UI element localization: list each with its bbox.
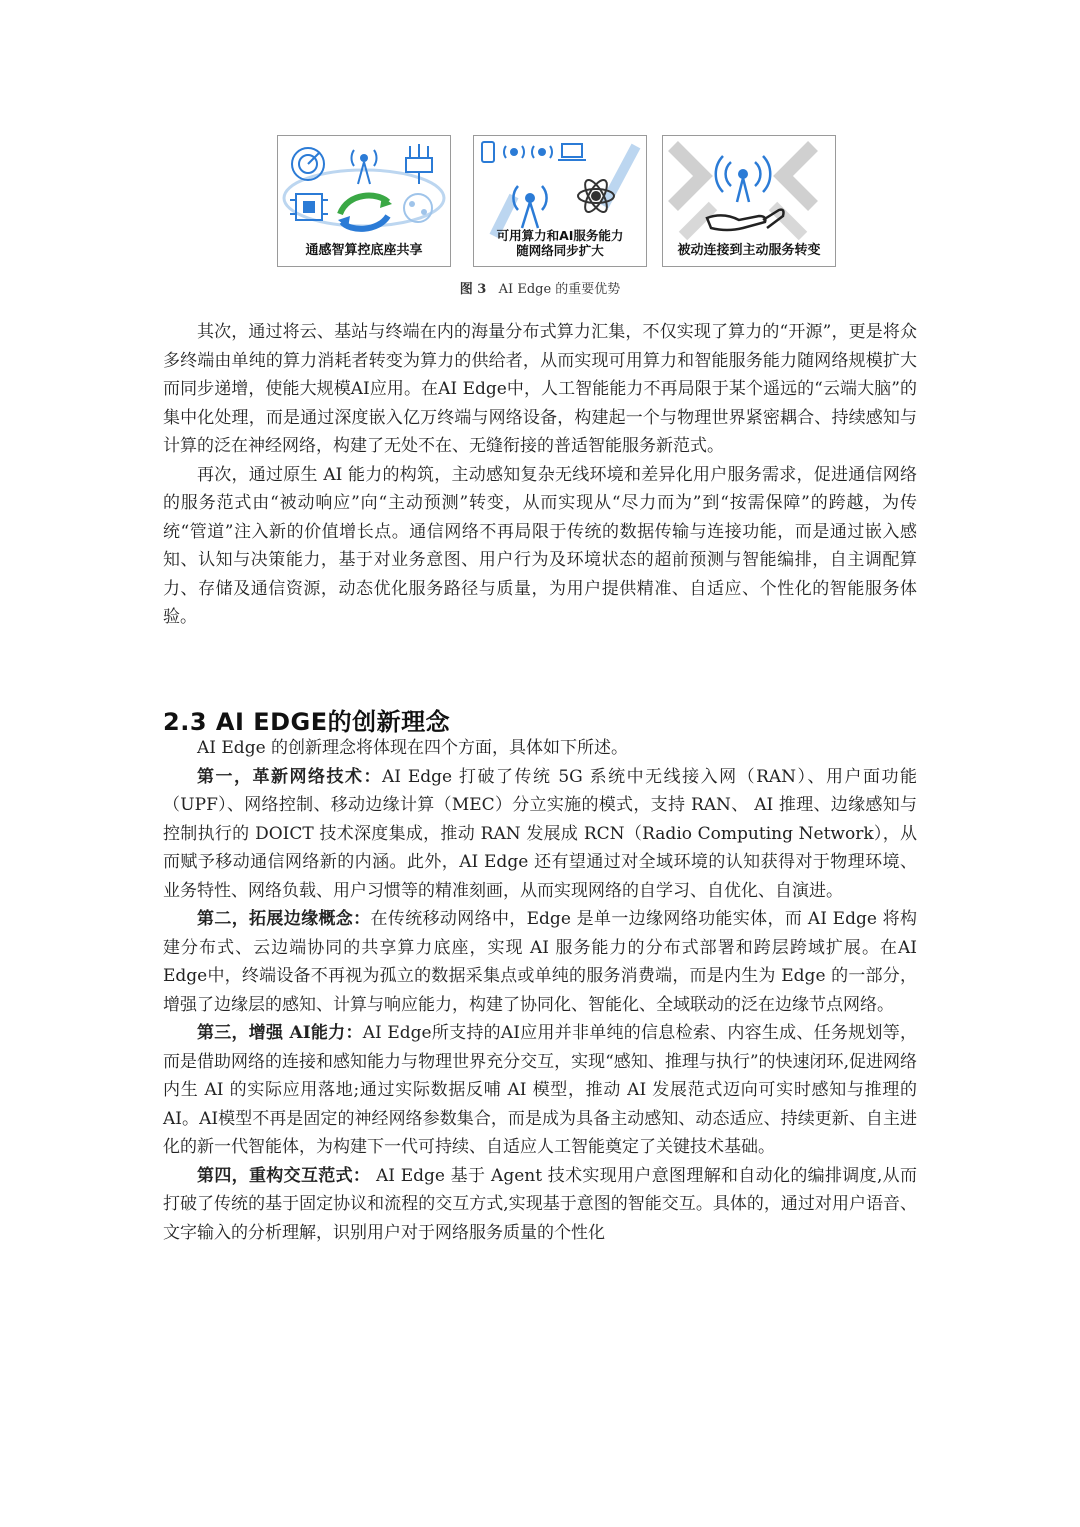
paragraph <box>163 763 917 906</box>
figure-panel-scaling <box>473 135 647 267</box>
panel-label: 通感智算控底座共享 <box>305 243 423 258</box>
panel-label-line2: 随网络同步扩大 <box>516 243 604 258</box>
paragraph <box>163 1162 917 1248</box>
paragraph <box>163 734 917 763</box>
paragraph-lead: 第二，拓展边缘概念： <box>197 909 371 929</box>
paragraph-text: AI Edge 的创新理念将体现在四个方面，具体如下所述。 <box>197 738 629 758</box>
paragraph-text: AI Edge 基于 Agent 技术实现用户意图理解和自动化的编排调度,从而打破了传统的基于固定协议和流程的交互方式,实现基于意图的智能交互。具体的，通过对用户语音、文字输入的分析理解，识别用户对于网络服务质量的个性化 <box>163 1165 917 1243</box>
panel-label: 被动连接到主动服务转变 <box>677 243 821 258</box>
figure-caption <box>0 278 1080 297</box>
paragraph-lead: 第三，增强 AI能力： <box>197 1023 363 1043</box>
paragraph: 其次，通过将云、基站与终端在内的海量分布式算力汇集，不仅实现了算力的“开源”，更是将众多终端由单纯的算力消耗者转变为算力的供给者，从而实现可用算力和智能服务能力随网络规模扩大而同步递增，使能大规模AI应用。在AI Edge中，人工智能能力不再局限于某个遥远的“云端大脑”的集中化处理，而是通过深度嵌入亿万终端与网络设备，构建起一个与物理世界紧密耦合、持续感知与计算的泛在神经网络，构建了无处不在、无缝衔接的普适智能服务新范式。 <box>163 322 917 456</box>
section-heading: 2.3 AI EDGE的创新理念 <box>163 708 451 736</box>
paragraph <box>163 905 917 1019</box>
paragraph-text: AI Edge 打破了传统 5G 系统中无线接入网（RAN）、用户面功能（UPF）、网络控制、移动边缘计算（MEC）分立实施的模式，支持 RAN、 AI 推理、边缘感知与控制执行的 DOICT 技术深度集成，推动 RAN 发展成 RCN（Radio Computing Network），从而赋予移动通信网络新的内涵。此外，AI Edge 还有望通过对全域环境的认知获得对于物理环境、业务特性、网络负载、用户习惯等的精准刻画，从而实现网络的自学习、自优化、自演进。 <box>163 766 917 901</box>
figure-caption-text: AI Edge 的重要优势 <box>498 282 621 297</box>
body-text-top <box>163 318 917 632</box>
panel-label-line1: 可用算力和AI服务能力 <box>496 228 624 243</box>
paragraph-lead: 第一，革新网络技术： <box>197 766 382 787</box>
paragraph-text: 在传统移动网络中，Edge 是单一边缘网络功能实体，而 AI Edge 将构建分布式、云边端协同的共享算力底座，实现 AI 服务能力的分布式部署和跨层跨域扩展。在AI Edge中，终端设备不再视为孤立的数据采集点或单纯的服务消费端，而是内生为 Edge 的一部分，增强了边缘层的感知、计算与响应能力，构建了协同化、智能化、全域联动的泛在边缘节点网络。 <box>163 909 918 1015</box>
figure-panel-service <box>662 135 836 267</box>
figure-3 <box>277 135 823 269</box>
figure-number: 图 3 <box>459 282 487 297</box>
body-text-bottom <box>163 734 917 1247</box>
paragraph-text: AI Edge所支持的AI应用并非单纯的信息检索、内容生成、任务规划等，而是借助网络的连接和感知能力与物理世界充分交互，实现“感知、推理与执行”的快速闭环,促进网络内生 AI 的实际应用落地;通过实际数据反哺 AI 模型，推动 AI 发展范式迈向可实时感知与推理的 AI。AI模型不再是固定的神经网络参数集合，而是成为具备主动感知、动态适应、持续更新、自主进化的新一代智能体，为构建下一代可持续、自适应人工智能奠定了关键技术基础。 <box>163 1023 918 1157</box>
panel-label <box>474 228 646 258</box>
paragraph-lead: 第四，重构交互范式： <box>197 1165 371 1186</box>
paragraph <box>163 1019 917 1162</box>
figure-panel-sensing-computing <box>277 135 451 267</box>
paragraph: 再次，通过原生 AI 能力的构筑，主动感知复杂无线环境和差异化用户服务需求，促进通信网络的服务范式由“被动响应”向“主动预测”转变，从而实现从“尽力而为”到“按需保障”的跨越，为传统“管道”注入新的价值增长点。通信网络不再局限于传统的数据传输与连接功能，而是通过嵌入感知、认知与决策能力，基于对业务意图、用户行为及环境状态的超前预测与智能编排，自主调配算力、存储及通信资源，动态优化服务路径与质量，为用户提供精准、自适应、个性化的智能服务体验。 <box>163 464 917 627</box>
